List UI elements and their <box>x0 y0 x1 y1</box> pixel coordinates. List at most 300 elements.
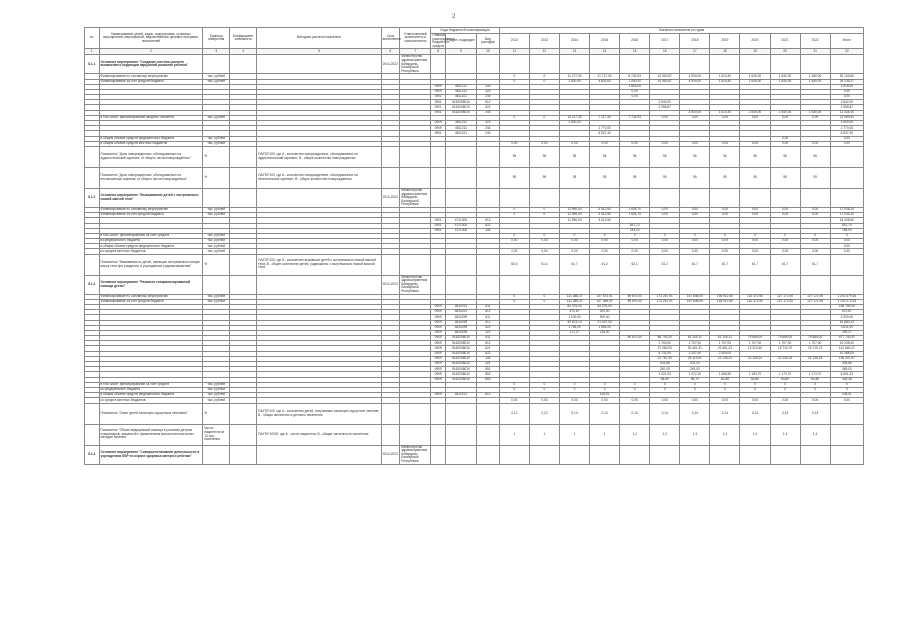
finance-value: 0,00 <box>830 136 863 141</box>
indicator-value: 96 <box>620 146 650 167</box>
cell-unit <box>203 55 230 74</box>
finance-name: в общем объеме средств федерального бюджета <box>99 244 203 249</box>
section-executor: Министерство здравоохранения Кабардино-Балкарской Республики <box>400 55 431 74</box>
empty-cell <box>445 167 476 188</box>
kbk-code: 323 <box>477 121 500 126</box>
section-term: 2014-2022 <box>381 445 400 464</box>
indicator-name: Показатель "Доля новорожденных, обследованных на аудиологический скрининг, от общего числа новорожденных" <box>99 146 203 167</box>
finance-value: 0,00 <box>830 244 863 249</box>
finance-value: 1 614,40 <box>710 74 740 79</box>
finance-value: 0,00 <box>620 398 650 403</box>
finance-value: 0,00 <box>800 398 830 403</box>
finance-value: 127 172,90 <box>800 294 830 299</box>
finance-value: 0,00 <box>740 207 770 212</box>
finance-value: 0 <box>680 382 710 387</box>
finance-value: 0,00 <box>740 249 770 254</box>
empty-cell <box>477 55 500 74</box>
indicator-value: 61,2 <box>650 254 680 275</box>
kbk-code: 5162008010 <box>445 377 476 382</box>
empty-cell <box>445 275 476 294</box>
finance-value: 0,00 <box>559 141 589 146</box>
header-method: Методика расчета показателя <box>257 28 381 49</box>
finance-value: 1 600,00 <box>559 79 589 84</box>
finance-value: 0,00 <box>770 213 800 218</box>
finance-value: 1 614,40 <box>710 110 740 115</box>
finance-value: 0,00 <box>830 89 863 94</box>
finance-value: 4 900,00 <box>680 110 710 115</box>
finance-value: 0,00 <box>800 213 830 218</box>
finance-value: 1 600,00 <box>559 121 589 126</box>
finance-value: 6 837,40 <box>590 131 620 136</box>
empty-cell <box>381 254 400 275</box>
kbk-code: 321 <box>477 330 500 335</box>
kbk-code: 611 <box>477 304 500 309</box>
empty-cell <box>477 254 500 275</box>
finance-value: 40 873,13 <box>559 320 589 325</box>
empty-cell <box>445 188 476 207</box>
finance-value: 1 021,53 <box>650 372 680 377</box>
column-number: 22 <box>830 49 863 55</box>
cell-coefficient <box>230 445 257 464</box>
finance-value: 0 <box>830 233 863 238</box>
finance-value: 0 <box>499 207 529 212</box>
finance-value: 61 880,13 <box>830 320 863 325</box>
finance-value: 0,00 <box>740 398 770 403</box>
finance-value: 1 640,00 <box>770 110 800 115</box>
empty-cell <box>650 55 680 74</box>
indicator-value: 96 <box>680 146 710 167</box>
finance-value: 52 104,80 <box>830 74 863 79</box>
finance-value: 1 700,00 <box>650 341 680 346</box>
indicator-value: 95 <box>740 167 770 188</box>
finance-value: 81 105,11 <box>680 336 710 341</box>
indicator-row <box>85 146 864 167</box>
finance-value: 0,00 <box>680 249 710 254</box>
kbk-code: 0909 <box>431 346 446 351</box>
finance-value: 841,70 <box>830 223 863 228</box>
header-coefficient: Коэффициент значимости <box>230 28 257 49</box>
finance-value: 0,00 <box>830 239 863 244</box>
indicator-value: 61,7 <box>800 254 830 275</box>
finance-value: 2 000,00 <box>830 315 863 320</box>
header-year: 2016 <box>620 34 650 49</box>
section-number: 8.1.3 <box>85 275 100 294</box>
cell-coefficient <box>230 424 257 445</box>
finance-value: 409,38 <box>830 377 863 382</box>
empty-cell <box>830 275 863 294</box>
indicator-value: 0,12 <box>529 403 559 424</box>
finance-value: 0 <box>499 115 529 120</box>
empty-cell <box>431 275 446 294</box>
finance-value: 0,00 <box>529 398 559 403</box>
indicator-value: 0,14 <box>800 403 830 424</box>
indicator-value: 96 <box>710 146 740 167</box>
kbk-code: 0901 <box>431 223 446 228</box>
empty-cell <box>381 403 400 424</box>
empty-cell <box>590 445 620 464</box>
finance-value: 10 500,87 <box>650 79 680 84</box>
finance-value: 4 900,00 <box>680 79 710 84</box>
header-kbk: Коды бюджетной классификации <box>431 28 499 34</box>
cell-coefficient <box>230 188 257 207</box>
indicator-unit: % <box>203 403 230 424</box>
finance-value: 0,00 <box>770 398 800 403</box>
empty-cell <box>590 55 620 74</box>
finance-value: 29 135,27 <box>830 79 863 84</box>
indicator-value: 0,14 <box>740 403 770 424</box>
finance-value: 21 007,00 <box>590 320 620 325</box>
finance-value: 1 640,00 <box>740 110 770 115</box>
kbk-code: 0909 <box>431 377 446 382</box>
finance-value: 1 640,00 <box>740 74 770 79</box>
section-executor: Министерство здравоохранения Кабардино-Балкарской Республики <box>400 275 431 294</box>
finance-value: 1 707,00 <box>800 341 830 346</box>
empty-cell <box>680 55 710 74</box>
finance-unit: тыс. рублей <box>203 393 230 398</box>
cell-method <box>257 445 381 464</box>
column-number: 6 <box>381 49 400 55</box>
indicator-value: 1,4 <box>740 424 770 445</box>
section-executor: Министерство здравоохранения Кабардино-Балкарской Республики <box>400 445 431 464</box>
program-table <box>84 27 864 465</box>
finance-value: 0 <box>590 382 620 387</box>
finance-value: 4 600,00 <box>590 79 620 84</box>
finance-value: 0 <box>800 387 830 392</box>
kbk-code: 0909 <box>431 89 446 94</box>
kbk-code: 0909 <box>431 325 446 330</box>
kbk-code: 244 <box>477 228 500 233</box>
column-number: 14 <box>590 49 620 55</box>
column-number: 19 <box>740 49 770 55</box>
finance-value: 0 <box>800 382 830 387</box>
cell-no <box>85 424 100 445</box>
finance-value: 131 388,37 <box>559 294 589 299</box>
empty-cell <box>477 146 500 167</box>
finance-value: 0 <box>529 79 559 84</box>
finance-value: 0,00 <box>830 249 863 254</box>
empty-cell <box>830 167 863 188</box>
finance-value: 0,00 <box>650 207 680 212</box>
column-number: 16 <box>650 49 680 55</box>
finance-value: 22 135,24 <box>800 356 830 361</box>
cell-coefficient <box>230 254 257 275</box>
indicator-value: 0,12 <box>499 403 529 424</box>
empty-cell <box>477 188 500 207</box>
header-unit: Единица измерения <box>203 28 230 49</box>
empty-cell <box>800 188 830 207</box>
header-year: 2021 <box>770 34 800 49</box>
empty-cell <box>529 188 559 207</box>
finance-name: Финансирование за счет средств бюджета <box>99 213 203 218</box>
finance-value: 0 <box>499 74 529 79</box>
cell-method <box>257 55 381 74</box>
empty-cell <box>590 188 620 207</box>
indicator-value: 95 <box>559 146 589 167</box>
empty-cell <box>770 275 800 294</box>
finance-value: 11 996,00 <box>559 207 589 212</box>
finance-value: 0,00 <box>710 398 740 403</box>
finance-name: в том числе: финансирование сводного сегмента <box>99 115 203 120</box>
indicator-value: 61,7 <box>770 254 800 275</box>
kbk-code: 4810221 <box>445 393 476 398</box>
empty-cell <box>740 188 770 207</box>
finance-name: из средств местных бюджетов <box>99 249 203 254</box>
finance-value: 0 <box>650 233 680 238</box>
finance-value: 0,00 <box>770 136 800 141</box>
finance-value: 89 670,00 <box>620 294 650 299</box>
column-number: 2 <box>99 49 203 55</box>
empty-cell <box>445 55 476 74</box>
finance-value: 0 <box>770 387 800 392</box>
kbk-code: 5162008010 <box>445 341 476 346</box>
finance-value: 79 689,00 <box>770 336 800 341</box>
indicator-method: ПА/ПО*100, где А - количество выживших детей с экстремально низкой массой тела; В - общее количество детей, родившихся с экстремально низкой массой тела <box>257 254 381 275</box>
finance-value: 64,80 <box>650 377 680 382</box>
finance-value: 86 793,20 <box>650 336 680 341</box>
finance-value: 3 611,00 <box>830 325 863 330</box>
finance-value: 0,00 <box>590 398 620 403</box>
finance-value: 0,00 <box>740 213 770 218</box>
page-number: 2 <box>452 14 456 20</box>
cell-unit <box>203 188 230 207</box>
section-title: Основное мероприятие "Выхаживание детей с экстремально низкой массой тела" <box>99 188 203 207</box>
finance-value: 108,91 <box>590 393 620 398</box>
kbk-code: 4810299 <box>445 315 476 320</box>
finance-value: 1 640,00 <box>740 79 770 84</box>
finance-value: 0 <box>529 382 559 387</box>
empty-cell <box>445 424 476 445</box>
finance-value: 0 <box>620 233 650 238</box>
indicator-value: 95 <box>559 167 589 188</box>
finance-value: 0,00 <box>620 95 650 100</box>
finance-value: 0 <box>499 213 529 218</box>
finance-value: 1 626,70 <box>620 213 650 218</box>
indicator-unit: % <box>203 167 230 188</box>
empty-cell <box>830 403 863 424</box>
section-title: Основное мероприятие "Создание системы раннего выявления и коррекции нарушений развития ребенка" <box>99 55 203 74</box>
finance-value: 0,00 <box>559 239 589 244</box>
finance-value: 10 388,00 <box>830 351 863 356</box>
empty-cell <box>620 275 650 294</box>
finance-value: 22 135,24 <box>710 356 740 361</box>
empty-cell <box>400 254 431 275</box>
empty-cell <box>710 188 740 207</box>
finance-value: 22 787,00 <box>650 356 680 361</box>
finance-value: 0,00 <box>770 239 800 244</box>
column-number: 7 <box>400 49 431 55</box>
finance-value: 167 848,05 <box>680 299 710 304</box>
empty-cell <box>559 275 589 294</box>
header-values: Значения показателя по годам <box>499 28 863 34</box>
finance-value: 0,00 <box>830 95 863 100</box>
finance-value: 0 <box>529 299 559 304</box>
finance-value: 1 756,00 <box>559 325 589 330</box>
finance-unit: тыс. рублей <box>203 244 230 249</box>
finance-value: 0,00 <box>650 398 680 403</box>
empty-cell <box>559 55 589 74</box>
header-kbk-sub: Главный распорядитель бюджетных средств <box>432 33 455 48</box>
indicator-value: 0,14 <box>620 403 650 424</box>
empty-cell <box>740 55 770 74</box>
cell-no <box>85 403 100 424</box>
indicator-name: Показатель "Объем медицинской помощи в условиях детских стационаров, оказанной с применением высокотехнологичных методов лечения" <box>99 424 203 445</box>
indicator-value: 96 <box>770 146 800 167</box>
finance-value: 0,00 <box>770 115 800 120</box>
header-year: 2012 <box>499 34 529 49</box>
finance-value: 0,00 <box>710 213 740 218</box>
kbk-code: 244 <box>477 126 500 131</box>
finance-value: 0,00 <box>650 239 680 244</box>
finance-value: 1 707,00 <box>710 341 740 346</box>
indicator-value: 0,14 <box>680 403 710 424</box>
empty-cell <box>499 445 529 464</box>
kbk-code: 621 <box>477 346 500 351</box>
kbk-code: 0909 <box>431 341 446 346</box>
empty-cell <box>400 424 431 445</box>
empty-cell <box>710 445 740 464</box>
finance-value: 0,00 <box>680 239 710 244</box>
finance-value: 0 <box>499 387 529 392</box>
finance-value: 89 670,00 <box>620 299 650 304</box>
finance-value: 107 465,00 <box>590 299 620 304</box>
finance-value: 79 689,00 <box>740 336 770 341</box>
kbk-code: 4810299 <box>445 330 476 335</box>
finance-unit: тыс. рублей <box>203 382 230 387</box>
finance-name: в общем объеме средств федерального бюджета <box>99 393 203 398</box>
indicator-value: 0,14 <box>650 403 680 424</box>
finance-unit: тыс. рублей <box>203 79 230 84</box>
finance-value: 0,00 <box>620 249 650 254</box>
indicator-value: 96 <box>800 146 830 167</box>
section-title: Основное мероприятие "Совершенствование деятельности в учреждениях КБР по охране здоровья матери и ребенка" <box>99 445 203 464</box>
section-term: 2014-2022 <box>381 188 400 207</box>
finance-value: 0,00 <box>710 239 740 244</box>
kbk-code: 0909 <box>431 310 446 315</box>
empty-cell <box>477 424 500 445</box>
indicator-method: ПА/ПО*100, где А - количество детей, получивших санаторно-курортное лечение; В - общая численность детского населения <box>257 403 381 424</box>
kbk-code: 244 <box>477 84 500 89</box>
finance-value: 405,88 <box>830 362 863 367</box>
finance-value: 0,00 <box>590 239 620 244</box>
finance-value: 1 707,00 <box>770 341 800 346</box>
indicator-value: 96 <box>590 146 620 167</box>
finance-value: 785,00 <box>830 228 863 233</box>
kbk-code: 622 <box>477 105 500 110</box>
finance-value: 29 361,23 <box>710 346 740 351</box>
indicator-value: 0,14 <box>710 403 740 424</box>
indicator-value: 0,14 <box>770 403 800 424</box>
kbk-code: 4810299 <box>445 325 476 330</box>
indicator-value: 0,14 <box>559 403 589 424</box>
kbk-code: 0909 <box>431 330 446 335</box>
empty-cell <box>620 188 650 207</box>
indicator-name: Показатель "Охват детей санаторно-курортным лечением" <box>99 403 203 424</box>
kbk-code: 0909 <box>431 356 446 361</box>
finance-value: 3 412,50 <box>590 213 620 218</box>
finance-value: 0,00 <box>590 249 620 254</box>
column-number: 15 <box>620 49 650 55</box>
finance-value: 1 000,00 <box>620 79 650 84</box>
indicator-value: 96 <box>650 146 680 167</box>
finance-value: 0,00 <box>499 249 529 254</box>
indicator-value: 61,4 <box>529 254 559 275</box>
finance-value: 0,00 <box>499 398 529 403</box>
kbk-code: 5162008010 <box>445 105 476 110</box>
cell-coefficient <box>230 55 257 74</box>
finance-value: 128,00 <box>590 330 620 335</box>
kbk-code: 5162008010 <box>445 351 476 356</box>
finance-value: 25 119,91 <box>680 356 710 361</box>
finance-value: 0,00 <box>650 213 680 218</box>
finance-value: 1 072,10 <box>680 372 710 377</box>
kbk-code: 853 <box>477 377 500 382</box>
finance-value: 0 <box>529 233 559 238</box>
kbk-code: 0909 <box>431 84 446 89</box>
empty-cell <box>770 188 800 207</box>
finance-value: 0,00 <box>740 141 770 146</box>
finance-value: 0 <box>770 233 800 238</box>
indicator-value: 60,5 <box>499 254 529 275</box>
finance-value: 0,00 <box>800 239 830 244</box>
column-number: 13 <box>559 49 589 55</box>
finance-value: 240,00 <box>650 367 680 372</box>
kbk-code: 5162008010 <box>445 336 476 341</box>
finance-value: 0 <box>620 387 650 392</box>
indicator-row <box>85 167 864 188</box>
finance-value: 1 640,00 <box>800 110 830 115</box>
kbk-code: 0901 <box>431 105 446 110</box>
empty-cell <box>800 275 830 294</box>
kbk-code: 0909 <box>431 126 446 131</box>
indicator-value: 95 <box>499 167 529 188</box>
finance-value: 0,00 <box>620 89 650 94</box>
indicator-row <box>85 254 864 275</box>
finance-value: 2 400,00 <box>710 351 740 356</box>
finance-unit: тыс. рублей <box>203 294 230 299</box>
section-row <box>85 275 864 294</box>
column-number: 4 <box>230 49 257 55</box>
indicator-value: 95 <box>529 146 559 167</box>
kbk-code: 5162008010 <box>445 372 476 377</box>
finance-value: 107 573,91 <box>590 294 620 299</box>
indicator-method: ПА/ПО*100, где А - количество новорожденных, обследованных на неонатальный скрининг; В - общее количество новорожденных <box>257 167 381 188</box>
finance-value: 17 035,20 <box>830 207 863 212</box>
empty-cell <box>710 55 740 74</box>
finance-value: 0,00 <box>710 249 740 254</box>
finance-value: 173 267,91 <box>650 294 680 299</box>
empty-cell <box>431 403 446 424</box>
empty-cell <box>477 275 500 294</box>
finance-value: 0 <box>740 382 770 387</box>
section-row <box>85 55 864 74</box>
finance-value: 0 <box>710 233 740 238</box>
finance-value: 141 660,47 <box>830 346 863 351</box>
finance-value: 37 083,93 <box>650 346 680 351</box>
empty-cell <box>770 445 800 464</box>
header-year: 2013 <box>529 34 559 49</box>
indicator-value: 95 <box>770 167 800 188</box>
indicator-value: 1,4 <box>800 424 830 445</box>
finance-value: 0,00 <box>800 249 830 254</box>
kbk-code: 611 <box>477 315 500 320</box>
kbk-code: 4721300 <box>445 228 476 233</box>
header-year: 2022 <box>800 34 830 49</box>
finance-value: 22 969,53 <box>830 115 863 120</box>
empty-cell <box>477 445 500 464</box>
finance-value: 1 707,00 <box>740 341 770 346</box>
finance-value: 670,87 <box>830 310 863 315</box>
finance-value: 11 996,00 <box>559 218 589 223</box>
